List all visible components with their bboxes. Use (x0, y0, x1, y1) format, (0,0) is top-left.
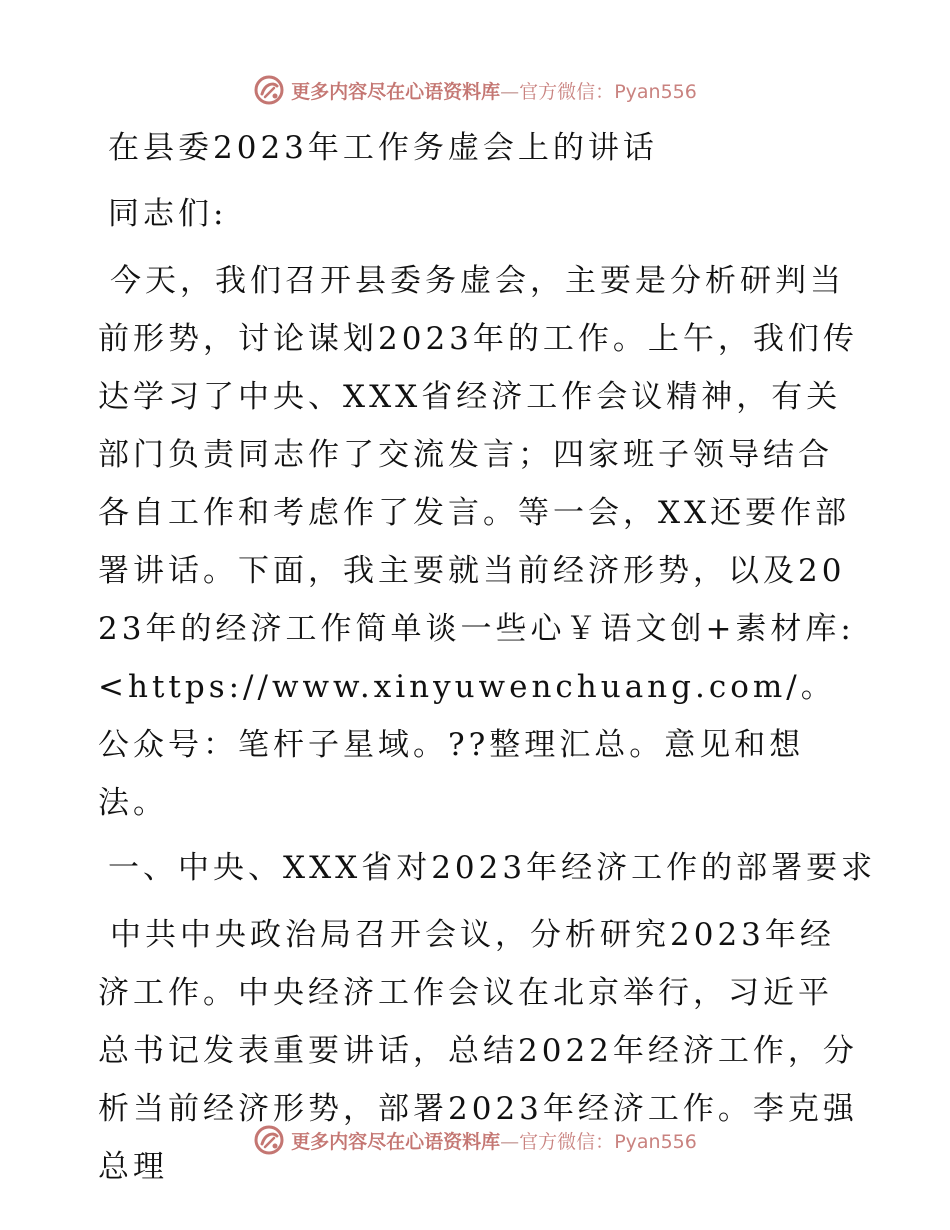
salutation: 同志们: (108, 196, 228, 232)
watermark-separator: — (500, 80, 520, 103)
watermark-main-text: 更多内容尽在心语资料库 (291, 80, 501, 103)
watermark-handle: Pyan556 (614, 80, 697, 103)
watermark-official-label: 官方微信： (519, 1130, 615, 1153)
document-title: 在县委2023年工作务虚会上的讲话 (108, 130, 658, 166)
document-body (98, 120, 877, 1204)
paragraph-intro: 今天，我们召开县委务虚会，主要是分析研判当前形势，讨论谋划2023年的工作。上午，我们传达学习了中央、XXX省经济工作会议精神，有关部门负责同志作了交流发言；四家班子领导结合各自工作和考虑作了发言。等一会，XX还要作部署讲话。下面，我主要就当前经济形势，以及2023年的经济工作简单谈一些心￥语文创+素材库:<https://www.xinyuwenchuang.com/。公众号：笔杆子星域。??整理汇总。意见和想法。 (98, 263, 858, 821)
watermark-text (291, 77, 697, 104)
paragraph-section-1: 中共中央政治局召开会议，分析研究2023年经济工作。中央经济工作会议在北京举行，习近平总书记发表重要讲话，总结2022年经济工作，分析当前经济形势，部署2023年经济工作。李克强总理 (98, 917, 858, 1185)
circular-swirl-logo-icon (253, 1124, 285, 1156)
watermark-separator: — (500, 1130, 520, 1153)
footer-watermark (0, 1120, 950, 1160)
section-heading-1: 一、中央、XXX省对2023年经济工作的部署要求 (108, 850, 877, 886)
watermark-handle: Pyan556 (614, 1130, 697, 1153)
watermark-text (291, 1127, 697, 1154)
watermark-main-text: 更多内容尽在心语资料库 (291, 1130, 501, 1153)
watermark-official-label: 官方微信： (519, 80, 615, 103)
circular-swirl-logo-icon (253, 74, 285, 106)
header-watermark (0, 70, 950, 110)
